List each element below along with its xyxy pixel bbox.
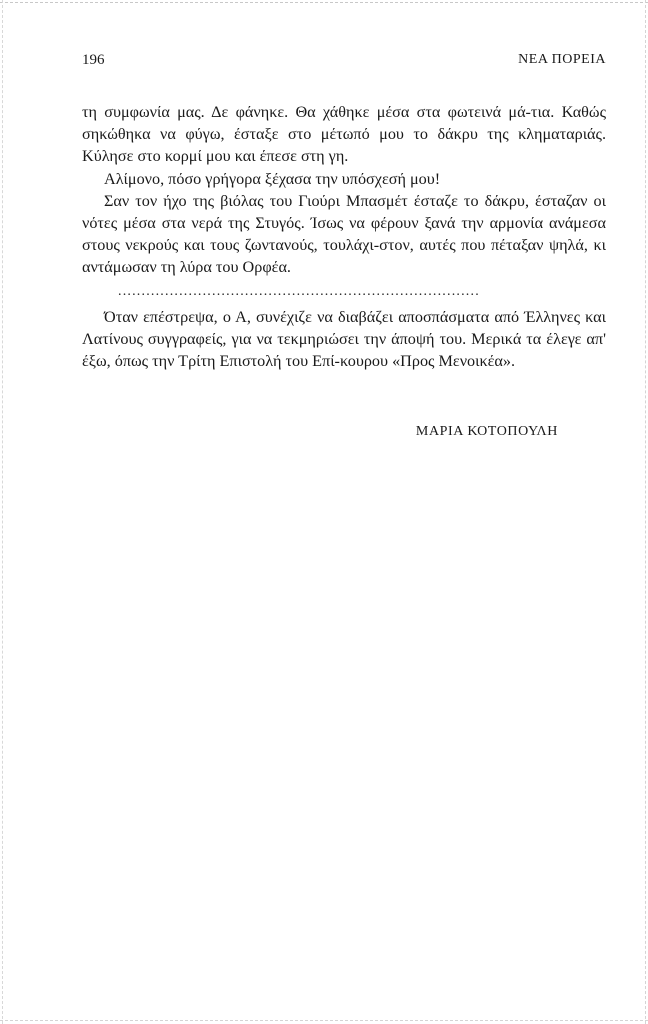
page-edge-left — [2, 0, 3, 1024]
paragraph-return: Όταν επέστρεψα, ο Α, συνέχιζε να διαβάζει αποσπάσματα από Έλληνες και Λατίνους συγγραφείς, για να τεκμηριώσει την άποψή του. Μερικά τα έλεγε απ' έξω, όπως την Τρίτη Επιστολή του Επί-κουρου «Προς Μενοικέα». — [82, 307, 606, 371]
section-break-dots: ............................................................................. — [118, 283, 480, 299]
paragraph-continued: τη συμφωνία μας. Δε φάνηκε. Θα χάθηκε μέσα στα φωτεινά μά-τια. Καθώς σηκώθηκα να φύγω, έσταξε στο μέτωπό μου το δάκρυ της κληματαριάς. Κύλησε στο κορμί μου και έπεσε στη γη. — [82, 103, 606, 166]
paragraph-exclamation: Αλίμονο, πόσο γρήγορα ξέχασα την υπόσχεσή μου! — [104, 169, 441, 188]
page-number: 196 — [82, 52, 105, 68]
page-edge-top — [0, 2, 648, 3]
running-title: ΝΕΑ ΠΟΡΕΙΑ — [518, 52, 606, 67]
page-edge-right — [645, 0, 646, 1024]
page-header — [82, 52, 606, 74]
page-edge-bottom — [0, 1020, 648, 1021]
paragraph-viola: Σαν τον ήχο της βιόλας του Γιούρι Μπασμέτ έσταζε το δάκρυ, έσταζαν οι νότες μέσα στα νερά της Στυγός. Ίσως να φέρουν ξανά την αρμονία ανάμεσα στους νεκρούς και τους ζωντανούς, τουλάχι-στον, αυτές που πέταξαν ψηλά, κι αντάμωσαν τη λύρα του Ορφέα. — [82, 191, 606, 277]
author-signature: ΜΑΡΙΑ ΚΟΤΟΠΟΥΛΗ — [415, 424, 558, 439]
body-text — [82, 101, 606, 372]
